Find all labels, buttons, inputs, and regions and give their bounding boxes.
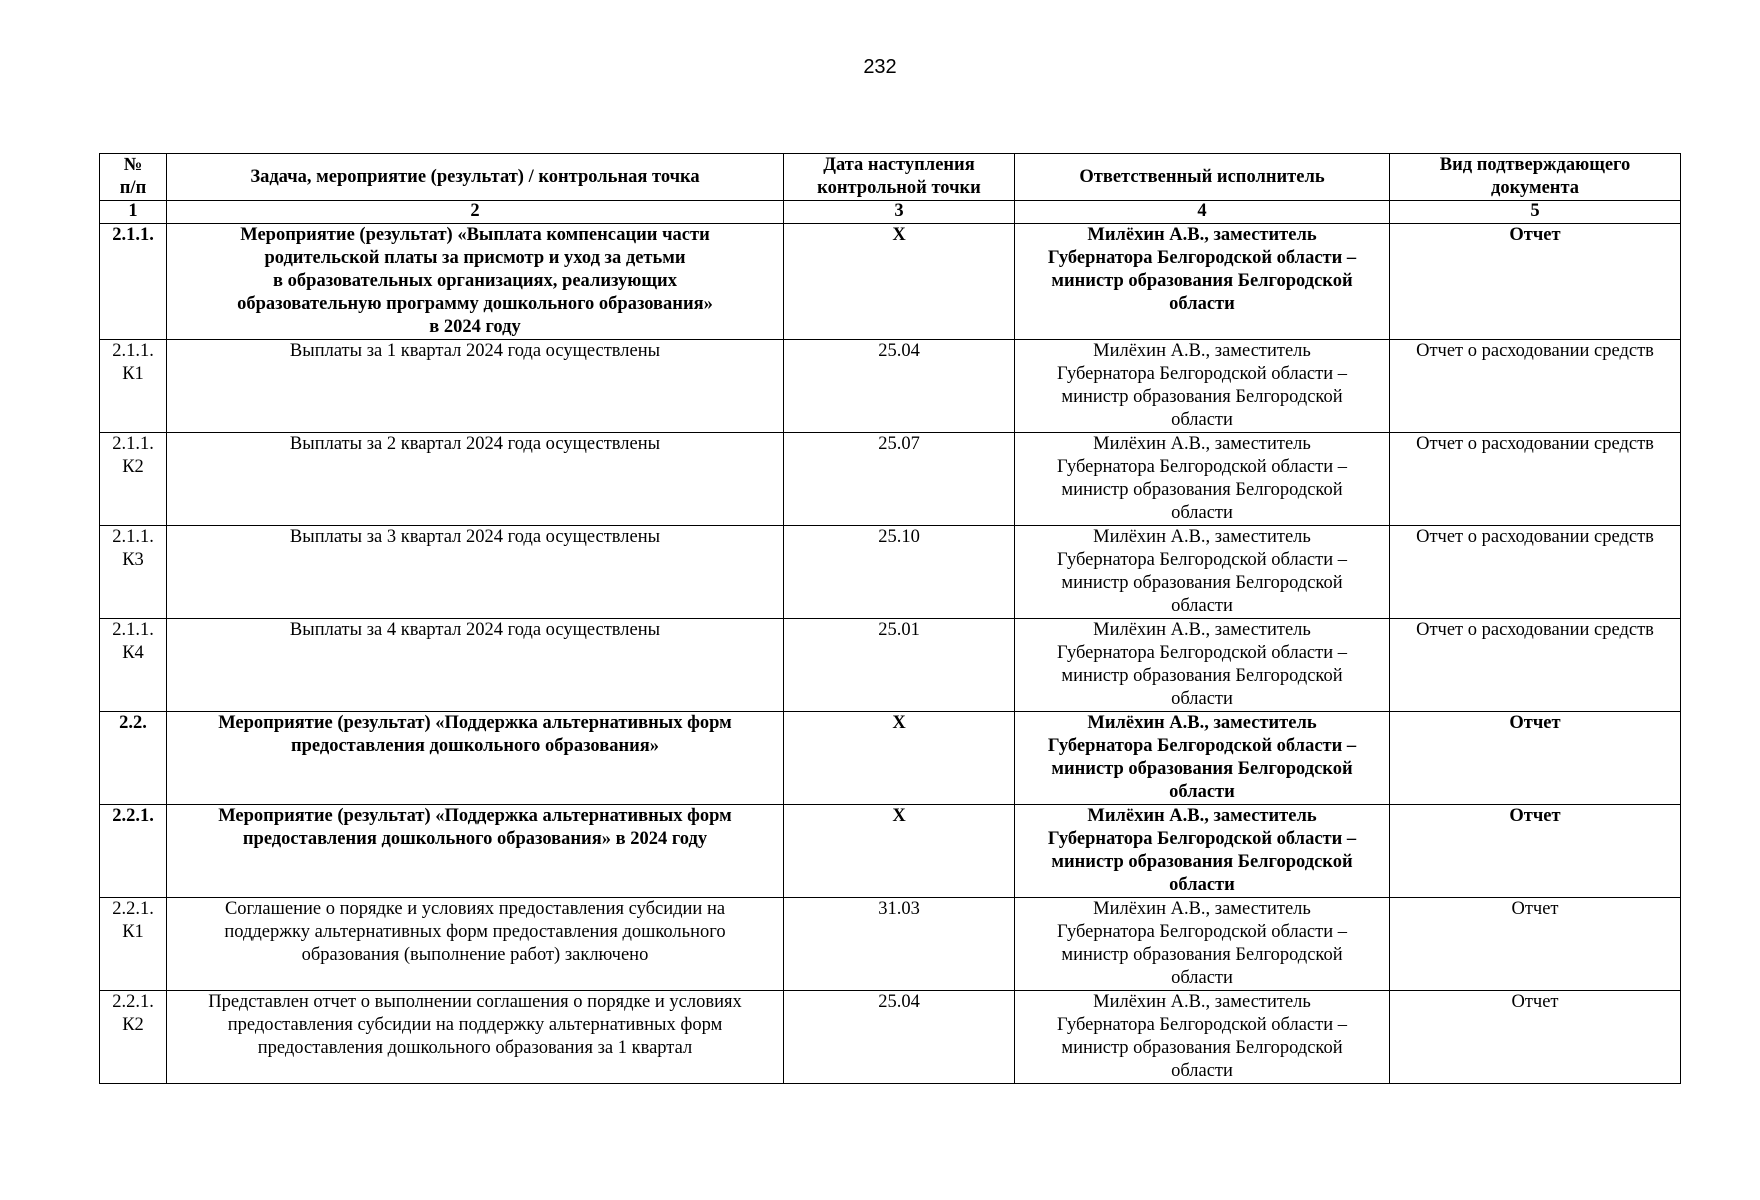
row-date: 25.04 [784, 991, 1015, 1084]
column-number: 4 [1015, 201, 1390, 224]
header-number: № п/п [100, 154, 167, 201]
row-number: 2.1.1. [100, 224, 167, 340]
row-number: 2.1.1. К2 [100, 433, 167, 526]
row-task: Мероприятие (результат) «Поддержка альтернативных форм предоставления дошкольного образования» [167, 712, 784, 805]
row-executor: Милёхин А.В., заместитель Губернатора Белгородской области – министр образования Белгородской области [1015, 619, 1390, 712]
column-number-row [100, 201, 1681, 224]
row-date: 25.01 [784, 619, 1015, 712]
row-task: Мероприятие (результат) «Выплата компенсации части родительской платы за присмотр и уход за детьми в образовательных организациях, реализующих образовательную программу дошкольного образования» в 2024 году [167, 224, 784, 340]
row-document: Отчет [1390, 805, 1681, 898]
control-points-table [99, 153, 1681, 1084]
row-task: Представлен отчет о выполнении соглашения о порядке и условиях предоставления субсидии на поддержку альтернативных форм предоставления дошкольного образования за 1 квартал [167, 991, 784, 1084]
row-executor: Милёхин А.В., заместитель Губернатора Белгородской области – министр образования Белгородской области [1015, 340, 1390, 433]
table-row [100, 898, 1681, 991]
table-row [100, 712, 1681, 805]
table-row [100, 433, 1681, 526]
row-date: 25.10 [784, 526, 1015, 619]
row-document: Отчет о расходовании средств [1390, 340, 1681, 433]
row-executor: Милёхин А.В., заместитель Губернатора Белгородской области – министр образования Белгородской области [1015, 991, 1390, 1084]
header-executor: Ответственный исполнитель [1015, 154, 1390, 201]
row-document: Отчет [1390, 712, 1681, 805]
table-row [100, 991, 1681, 1084]
column-number: 5 [1390, 201, 1681, 224]
row-document: Отчет [1390, 898, 1681, 991]
row-document: Отчет о расходовании средств [1390, 526, 1681, 619]
row-document: Отчет о расходовании средств [1390, 433, 1681, 526]
row-executor: Милёхин А.В., заместитель Губернатора Белгородской области – министр образования Белгородской области [1015, 805, 1390, 898]
row-number: 2.1.1. К3 [100, 526, 167, 619]
row-date: 25.04 [784, 340, 1015, 433]
table-row [100, 805, 1681, 898]
row-executor: Милёхин А.В., заместитель Губернатора Белгородской области – министр образования Белгородской области [1015, 526, 1390, 619]
row-task: Выплаты за 4 квартал 2024 года осуществлены [167, 619, 784, 712]
page-number: 232 [863, 56, 897, 78]
row-number: 2.2.1. К1 [100, 898, 167, 991]
row-date: X [784, 805, 1015, 898]
row-task: Мероприятие (результат) «Поддержка альтернативных форм предоставления дошкольного образования» в 2024 году [167, 805, 784, 898]
header-document: Вид подтверждающего документа [1390, 154, 1681, 201]
row-date: 25.07 [784, 433, 1015, 526]
row-document: Отчет [1390, 991, 1681, 1084]
table-row [100, 224, 1681, 340]
row-task: Выплаты за 2 квартал 2024 года осуществлены [167, 433, 784, 526]
row-number: 2.2. [100, 712, 167, 805]
row-executor: Милёхин А.В., заместитель Губернатора Белгородской области – министр образования Белгородской области [1015, 898, 1390, 991]
row-task: Соглашение о порядке и условиях предоставления субсидии на поддержку альтернативных форм предоставления дошкольного образования (выполнение работ) заключено [167, 898, 784, 991]
row-date: 31.03 [784, 898, 1015, 991]
table-header-row [100, 154, 1681, 201]
row-document: Отчет [1390, 224, 1681, 340]
table-row [100, 619, 1681, 712]
table-body [100, 224, 1681, 1084]
row-number: 2.1.1. К1 [100, 340, 167, 433]
row-number: 2.2.1. [100, 805, 167, 898]
table-row [100, 526, 1681, 619]
row-executor: Милёхин А.В., заместитель Губернатора Белгородской области – министр образования Белгородской области [1015, 433, 1390, 526]
row-date: X [784, 224, 1015, 340]
row-date: X [784, 712, 1015, 805]
row-document: Отчет о расходовании средств [1390, 619, 1681, 712]
row-task: Выплаты за 3 квартал 2024 года осуществлены [167, 526, 784, 619]
column-number: 3 [784, 201, 1015, 224]
header-task: Задача, мероприятие (результат) / контрольная точка [167, 154, 784, 201]
row-number: 2.1.1. К4 [100, 619, 167, 712]
row-executor: Милёхин А.В., заместитель Губернатора Белгородской области – министр образования Белгородской области [1015, 712, 1390, 805]
column-number: 1 [100, 201, 167, 224]
table-row [100, 340, 1681, 433]
row-executor: Милёхин А.В., заместитель Губернатора Белгородской области – министр образования Белгородской области [1015, 224, 1390, 340]
row-number: 2.2.1. К2 [100, 991, 167, 1084]
row-task: Выплаты за 1 квартал 2024 года осуществлены [167, 340, 784, 433]
column-number: 2 [167, 201, 784, 224]
header-date: Дата наступления контрольной точки [784, 154, 1015, 201]
